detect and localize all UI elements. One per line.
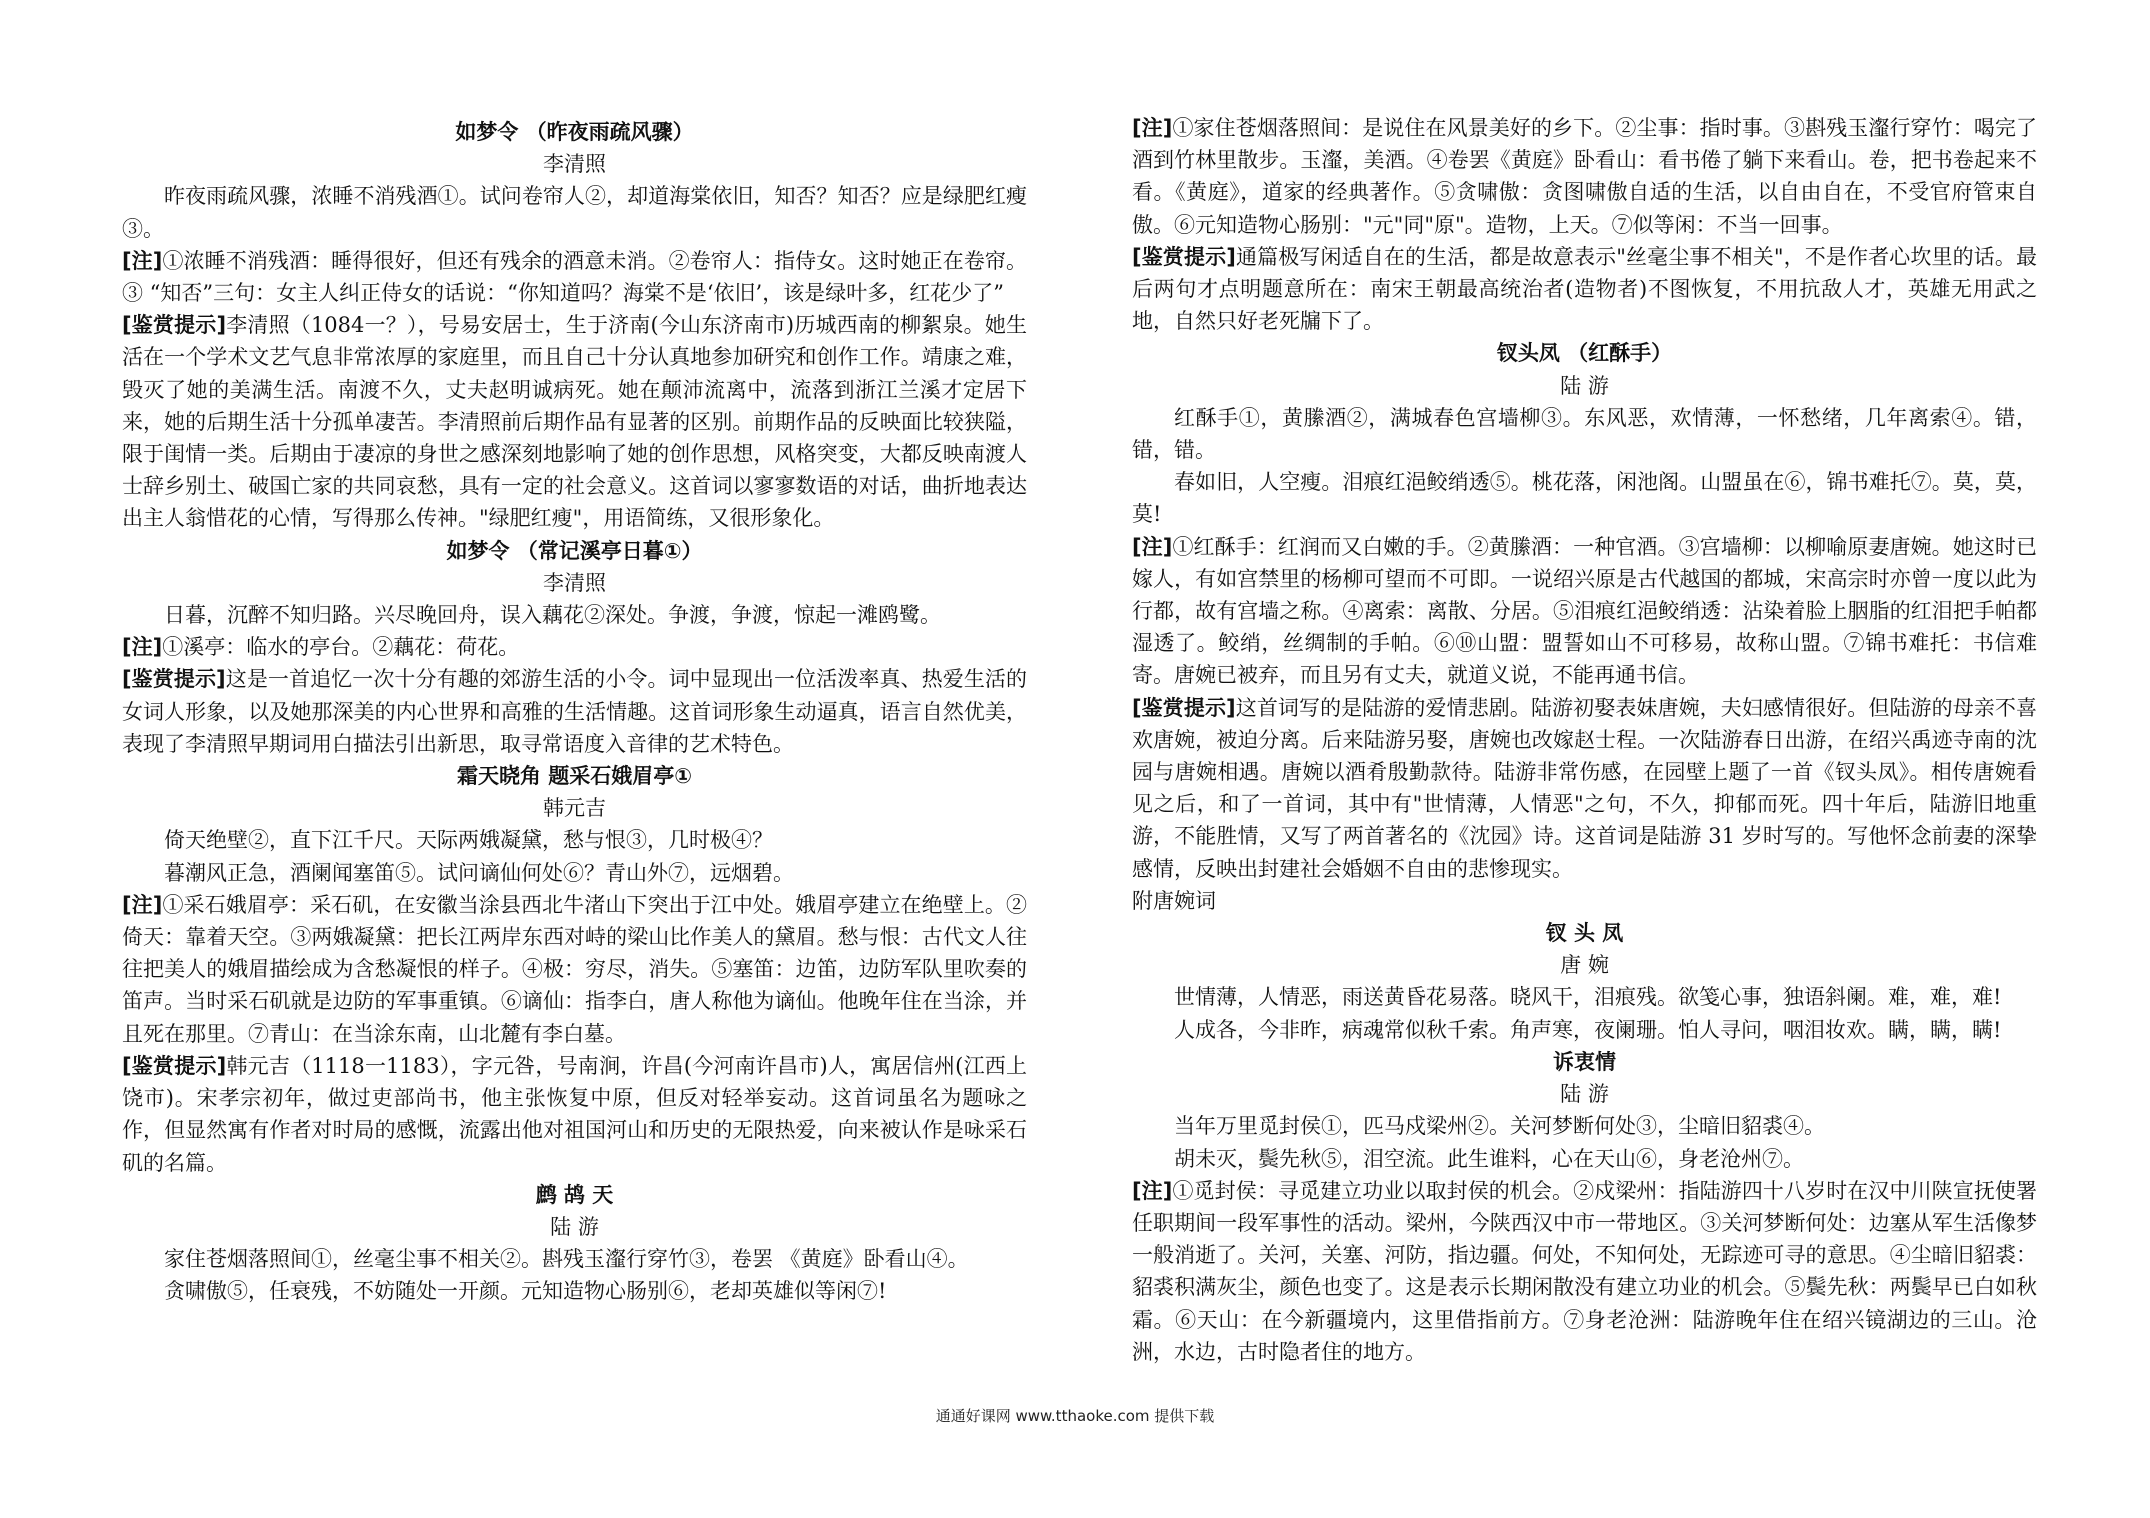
poem-title: 鹧 鸪 天 <box>535 1182 614 1207</box>
note-paragraph <box>122 889 1027 1050</box>
poem-author: 李清照 <box>543 570 606 595</box>
appreciation-text: 李清照（1084一？），号易安居士，生于济南(今山东济南市)历城西南的柳絮泉。她生活在一个学术文艺气息非常浓厚的家庭里，而且自己十分认真地参加研究和创作工作。靖康之难，毁灭了她的美满生活。南渡不久，丈夫赵明诚病死。她在颠沛流离中，流落到浙江兰溪才定居下来，她的后期生活十分孤单凄苦。李清照前后期作品有显著的区别。前期作品的反映面比较狭隘，限于闺情一类。后期由于凄凉的身世之感深刻地影响了她的创作思想，风格突变，大都反映南渡人士辞乡别土、破国亡家的共同哀愁，具有一定的社会意义。这首词以寥寥数语的对话，曲折地表达出主人翁惜花的心情，写得那么传神。"绿肥红瘦"，用语简练，又很形象化。 <box>122 313 1028 531</box>
note-label: [注] <box>122 892 163 917</box>
note-paragraph <box>1132 531 2037 692</box>
appreciation-paragraph <box>122 1050 1027 1179</box>
poem-title: 如梦令 （昨夜雨疏风骤） <box>455 120 694 144</box>
poem-title: 如梦令 （常记溪亭日暮①） <box>446 538 703 563</box>
appreciation-paragraph <box>122 309 1027 534</box>
appreciation-label: [鉴赏提示] <box>1132 244 1236 269</box>
poem-author: 唐 婉 <box>1560 953 1609 978</box>
note-text: ①浓睡不消残酒：睡得很好，但还有残余的酒意未消。②卷帘人：指侍女。这时她正在卷帘。③ “知否”三句：女主人纠正侍女的话说：“你知道吗？海棠不是‘依旧’，该是绿叶多，红花少了” <box>122 248 1027 306</box>
poem-verse: 倚天绝壁②，直下江千尺。天际两娥凝黛，愁与恨③，几时极④？ <box>164 828 773 853</box>
poem-author: 李清照 <box>543 152 606 177</box>
appreciation-text: 通篇极写闲适自在的生活，都是故意表示"丝毫尘事不相关"，不是作者心坎里的话。最后两句才点明题意所在：南宋王朝最高统治者(造物者)不图恢复，不用抗敌人才，英雄无用武之地，自然只好老死牖下了。 <box>1132 244 2037 334</box>
appreciation-label: [鉴赏提示] <box>122 667 226 692</box>
note-paragraph <box>122 631 1027 663</box>
poem-verse: 红酥手①，黄縢酒②，满城春色宫墙柳③。东风恶，欢情薄，一怀愁绪，几年离索④。错，错，错。 <box>1132 405 2037 463</box>
note-text: ①觅封侯：寻觅建立功业以取封侯的机会。②戍梁州：指陆游四十八岁时在汉中川陕宣抚使署任职期间一段军事性的活动。梁州，今陕西汉中市一带地区。③关河梦断何处：边塞从军生活像梦一般消逝了。关河，关塞、河防，指边疆。何处，不知何处，无踪迹可寻的意思。④尘暗旧貂裘：貂裘积满灰尘，颜色也变了。这是表示长期闲散没有建立功业的机会。⑤鬓先秋：两鬓早已白如秋霜。⑥天山：在今新疆境内，这里借指前方。⑦身老沧洲：陆游晚年住在绍兴镜湖边的三山。沧洲，水边，古时隐者住的地方。 <box>1132 1178 2037 1364</box>
note-paragraph <box>1132 1175 2037 1368</box>
right-column <box>1132 112 2037 1368</box>
left-column <box>122 116 1027 1308</box>
appreciation-label: [鉴赏提示] <box>122 313 227 338</box>
attachment-label: 附唐婉词 <box>1132 888 1216 913</box>
poem-verse: 暮潮风正急，酒阑闻塞笛⑤。试问谪仙何处⑥？青山外⑦，远烟碧。 <box>164 860 794 885</box>
note-label: [注] <box>122 248 163 273</box>
poem-verse: 胡未灭，鬓先秋⑤，泪空流。此生谁料，心在天山⑥，身老沧州⑦。 <box>1174 1146 1804 1171</box>
poem-verse: 日暮，沉醉不知归路。兴尽晚回舟，误入藕花②深处。争渡，争渡，惊起一滩鸥鹭。 <box>164 603 941 628</box>
poem-verse: 昨夜雨疏风骤，浓睡不消残酒①。试问卷帘人②，却道海棠依旧，知否？知否？应是绿肥红瘦③。 <box>122 184 1027 241</box>
appreciation-label: [鉴赏提示] <box>1132 695 1236 720</box>
poem-verse: 春如旧，人空瘦。泪痕红浥鲛绡透⑤。桃花落，闲池阁。山盟虽在⑥，锦书难托⑦。莫，莫，莫! <box>1132 470 2037 527</box>
poem-author: 陆 游 <box>1560 1082 1609 1107</box>
poem-title: 钗头凤 （红酥手） <box>1496 341 1673 366</box>
poem-verse: 人成各，今非昨，病魂常似秋千索。角声寒，夜阑珊。怕人寻问，咽泪妆欢。瞒，瞒，瞒! <box>1174 1017 2002 1042</box>
note-text: ①溪亭：临水的亭台。②藕花：荷花。 <box>162 635 520 660</box>
note-label: [注] <box>1132 1178 1173 1203</box>
poem-title: 钗 头 凤 <box>1545 921 1624 946</box>
note-label: [注] <box>122 635 163 660</box>
appreciation-text: 这首词写的是陆游的爱情悲剧。陆游初娶表妹唐婉，夫妇感情很好。但陆游的母亲不喜欢唐婉，被迫分离。后来陆游另娶，唐婉也改嫁赵士程。一次陆游春日出游，在绍兴禹迹寺南的沈园与唐婉相遇。唐婉以酒肴殷勤款待。陆游非常伤感，在园壁上题了一首《钗头凤》。相传唐婉看见之后，和了一首词，其中有"世情薄，人情恶"之句，不久，抑郁而死。四十年后，陆游旧地重游，不能胜情，又写了两首著名的《沈园》诗。这首词是陆游 31 岁时写的。写他怀念前妻的深挚感情，反映出封建社会婚姻不自由的悲惨现实。 <box>1132 695 2037 881</box>
note-text: ①家住苍烟落照间：是说住在风景美好的乡下。②尘事：指时事。③斟残玉瀣行穿竹：喝完了酒到竹林里散步。玉瀣，美酒。④卷罢《黄庭》卧看山：看书倦了躺下来看山。卷，把书卷起来不看。《黄庭》，道家的经典著作。⑤贪啸傲：贪图啸傲自适的生活，以自由自在，不受官府管束自傲。⑥元知造物心肠别："元"同"原"。造物，上天。⑦似等闲：不当一回事。 <box>1132 116 2037 237</box>
note-label: [注] <box>1132 116 1173 140</box>
poem-title: 诉衷情 <box>1553 1049 1616 1074</box>
poem-verse: 世情薄，人情恶，雨送黄昏花易落。晓风干，泪痕残。欲笺心事，独语斜阑。难，难，难! <box>1174 985 2002 1010</box>
poem-author: 陆 游 <box>550 1214 599 1239</box>
appreciation-text: 韩元吉（1118一1183），字元咎，号南涧，许昌(今河南许昌市)人，寓居信州(江西上饶市)。宋孝宗初年，做过吏部尚书，他主张恢复中原，但反对轻举妄动。这首词虽名为题咏之作，但显然寓有作者对时局的感慨，流露出他对祖国河山和历史的无限热爱，向来被认作是咏采石矶的名篇。 <box>122 1053 1027 1175</box>
poem-title: 霜天晓角 题采石娥眉亭① <box>456 764 693 789</box>
page-footer: 通通好课网 www.tthaoke.com 提供下载 <box>935 1407 1215 1425</box>
appreciation-paragraph <box>122 663 1027 760</box>
appreciation-paragraph <box>1132 241 2037 338</box>
note-label: [注] <box>1132 534 1173 559</box>
note-text: ①采石娥眉亭：采石矶，在安徽当涂县西北牛渚山下突出于江中处。娥眉亭建立在绝壁上。②倚天：靠着天空。③两娥凝黛：把长江两岸东西对峙的梁山比作美人的黛眉。愁与恨：古代文人往往把美人的娥眉描绘成为含愁凝恨的样子。④极：穷尽，消失。⑤塞笛：边笛，边防军队里吹奏的笛声。当时采石矶就是边防的军事重镇。⑥谪仙：指李白，唐人称他为谪仙。他晚年住在当涂，并且死在那里。⑦青山：在当涂东南，山北麓有李白墓。 <box>122 892 1027 1046</box>
note-paragraph <box>122 245 1027 309</box>
appreciation-paragraph <box>1132 692 2037 885</box>
note-text: ①红酥手：红润而又白嫩的手。②黄縢酒：一种官酒。③宫墙柳：以柳喻原妻唐婉。她这时已嫁人，有如宫禁里的杨柳可望而不可即。一说绍兴原是古代越国的都城，宋高宗时亦曾一度以此为行都，故有宫墙之称。④离索：离散、分居。⑤泪痕红浥鲛绡透：沾染着脸上胭脂的红泪把手帕都湿透了。鲛绡，丝绸制的手帕。⑥⑩山盟：盟誓如山不可移易，故称山盟。⑦锦书难托：书信难寄。唐婉已被弃，而且另有丈夫，就道义说，不能再通书信。 <box>1132 534 2037 688</box>
poem-author: 陆 游 <box>1560 373 1609 398</box>
poem-verse: 贪啸傲⑤，任衰残，不妨随处一开颜。元知造物心肠别⑥，老却英雄似等闲⑦! <box>164 1279 887 1304</box>
appreciation-label: [鉴赏提示] <box>122 1053 227 1078</box>
note-paragraph <box>1132 112 2037 241</box>
poem-verse: 当年万里觅封侯①，匹马戍梁州②。关河梦断何处③，尘暗旧貂裘④。 <box>1174 1114 1825 1139</box>
poem-verse: 家住苍烟落照间①，丝毫尘事不相关②。斟残玉瀣行穿竹③，卷罢 《黄庭》卧看山④。 <box>164 1247 969 1272</box>
poem-author: 韩元吉 <box>543 796 606 821</box>
appreciation-text: 这是一首追忆一次十分有趣的郊游生活的小令。词中显现出一位活泼率真、热爱生活的女词人形象，以及她那深美的内心世界和高雅的生活情趣。这首词形象生动逼真，语言自然优美，表现了李清照早期词用白描法引出新思，取寻常语度入音律的艺术特色。 <box>122 667 1027 756</box>
